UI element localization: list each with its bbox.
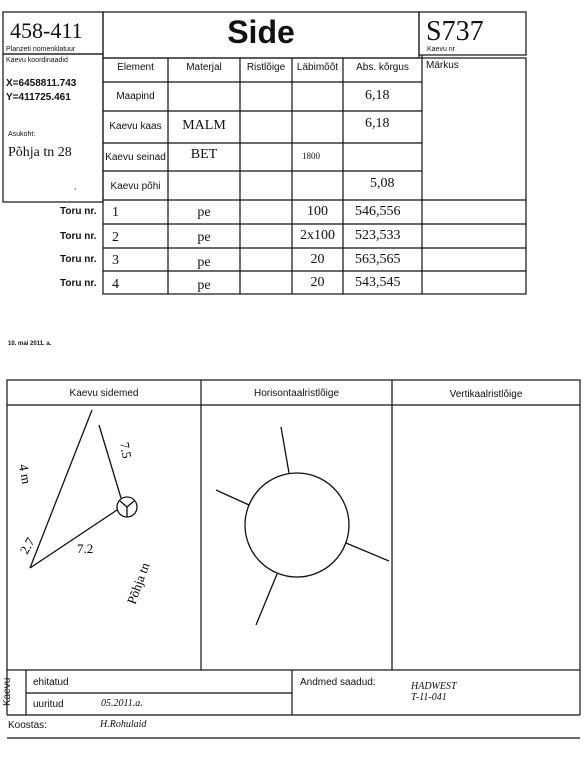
stray-mark: , bbox=[74, 182, 77, 191]
pipe-nr: 3 bbox=[112, 253, 119, 268]
row-element: Kaevu kaas bbox=[109, 121, 162, 132]
sketch-line bbox=[30, 510, 117, 568]
sketch-label: 2.7 bbox=[16, 534, 38, 557]
well-id: S737 bbox=[426, 16, 484, 47]
pipe-material: pe bbox=[197, 230, 211, 245]
connections-sketch bbox=[7, 405, 201, 670]
location-value: Põhja tn 28 bbox=[8, 145, 72, 160]
footer-side-label: Kaevu bbox=[2, 677, 13, 706]
pipe-label: Toru nr. bbox=[60, 278, 97, 289]
horizontal-section-drawing bbox=[201, 405, 392, 670]
date-stamp: 10. mai 2011. a. bbox=[8, 341, 52, 347]
coord-y-label: Y= bbox=[6, 92, 19, 103]
coord-y bbox=[6, 92, 71, 103]
author-label: Koostas: bbox=[8, 720, 47, 731]
data-source-value-1: HADWEST bbox=[411, 681, 457, 692]
pipe-diameter: 2x100 bbox=[300, 228, 335, 243]
pipe-abs-height: 546,556 bbox=[355, 204, 401, 219]
row-material: BET bbox=[190, 147, 218, 162]
sketch-label: 4 m bbox=[16, 462, 35, 486]
pipe-line bbox=[256, 574, 277, 625]
pipe-material: pe bbox=[197, 278, 211, 293]
row-element: Kaevu seinad bbox=[105, 152, 166, 163]
pipe-nr: 2 bbox=[112, 230, 119, 245]
built-label: ehitatud bbox=[33, 677, 69, 688]
coord-y-value: 411725.461 bbox=[18, 92, 71, 103]
pipe-diameter: 20 bbox=[310, 275, 325, 290]
author-value: H.Rohulaid bbox=[100, 719, 147, 730]
pipe-diameter: 20 bbox=[310, 252, 325, 267]
sketch-label: 7.5 bbox=[117, 440, 135, 460]
panel-title-vertical-section: Vertikaalristlõige bbox=[449, 389, 523, 400]
surveyed-label: uuritud bbox=[33, 699, 64, 710]
pipe-nr: 4 bbox=[112, 277, 119, 292]
sketch-line bbox=[99, 425, 121, 498]
row-element: Kaevu põhi bbox=[110, 181, 161, 192]
pipe-material: pe bbox=[197, 205, 211, 220]
page-title: Side bbox=[227, 14, 295, 50]
col-header-cross-section: Ristlõige bbox=[246, 62, 286, 73]
col-header-notes: Märkus bbox=[426, 60, 459, 71]
panel-title-horizontal-section: Horisontaalristlõige bbox=[253, 388, 340, 399]
col-header-abs-height: Abs. kõrgus bbox=[356, 62, 409, 73]
row-element: Maapind bbox=[116, 91, 155, 102]
pipe-abs-height: 543,545 bbox=[355, 275, 401, 290]
well-id-caption: Kaevu nr bbox=[427, 46, 456, 53]
pipe-line bbox=[216, 490, 249, 505]
pipe-label: Toru nr. bbox=[60, 231, 97, 242]
pipe-abs-height: 563,565 bbox=[355, 252, 401, 267]
pipe-diameter: 100 bbox=[307, 204, 328, 219]
data-source-label: Andmed saadud: bbox=[300, 677, 376, 688]
pipe-material: pe bbox=[197, 255, 211, 270]
col-header-element: Element bbox=[117, 62, 154, 73]
coords-caption: Kaevu koordinaadid bbox=[6, 57, 68, 64]
location-label: Asukoht: bbox=[8, 131, 36, 138]
row-abs-height: 6,18 bbox=[365, 88, 390, 103]
sketch-label: Põhja tn bbox=[123, 560, 153, 607]
data-source-value-2: T-11-041 bbox=[411, 692, 447, 703]
well-outline bbox=[245, 473, 349, 577]
row-material: MALM bbox=[182, 118, 226, 133]
row-abs-height: 5,08 bbox=[370, 176, 395, 191]
coord-x-label: X= bbox=[6, 78, 19, 89]
col-header-material: Materjal bbox=[186, 62, 222, 73]
sheet-code: 458-411 bbox=[10, 18, 83, 43]
coord-x-value: 6458811.743 bbox=[18, 78, 77, 89]
row-diameter: 1800 bbox=[302, 151, 320, 161]
sketch-label: 7.2 bbox=[77, 541, 94, 556]
sheet-code-caption: Planzeti nomenklatuur bbox=[6, 46, 76, 53]
col-header-diameter: Läbimõõt bbox=[296, 62, 339, 73]
pipe-line bbox=[281, 427, 289, 473]
surveyed-value: 05.2011.a. bbox=[101, 698, 143, 709]
pipe-label: Toru nr. bbox=[60, 254, 97, 265]
panel-title-connections: Kaevu sidemed bbox=[69, 388, 139, 399]
pipe-label: Toru nr. bbox=[60, 206, 97, 217]
coord-x bbox=[6, 78, 76, 89]
pipe-abs-height: 523,533 bbox=[355, 228, 401, 243]
row-abs-height: 6,18 bbox=[365, 116, 390, 131]
pipe-line bbox=[346, 543, 389, 561]
pipe-nr: 1 bbox=[112, 205, 119, 220]
